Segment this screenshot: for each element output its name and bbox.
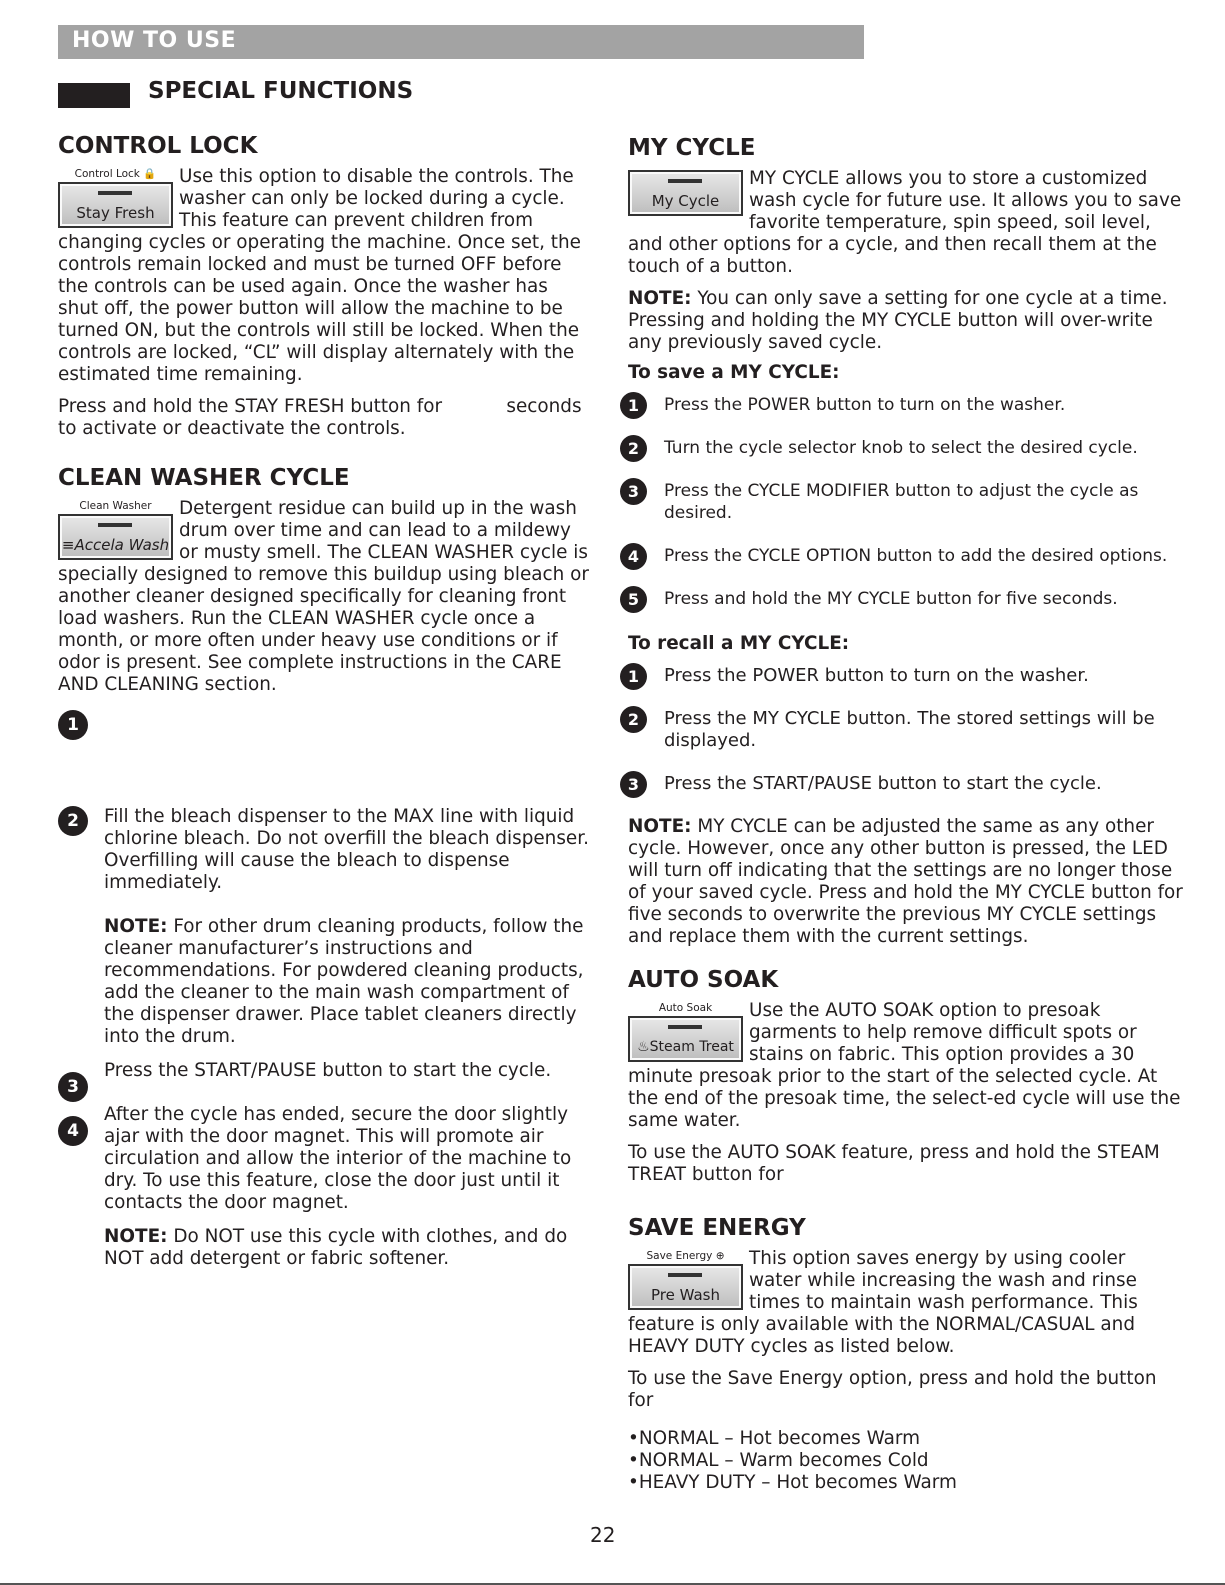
save-energy-para2: To use the Save Energy option, press and hold the button for <box>628 1368 1157 1411</box>
my-cycle-para1: MY CYCLE allows you to store a customized wash cycle for future use. It allows you to save favorite temperature, spin speed, soil level, and other options for a cycle, and then recall them at the touch of a button. <box>628 168 1182 277</box>
clean-washer-label: Clean Washer <box>79 500 152 512</box>
pre-wash-button-illustration <box>628 1248 743 1310</box>
clean-washer-title: CLEAN WASHER CYCLE <box>58 465 350 491</box>
step-number: 2 <box>58 806 88 836</box>
clean-step-1 <box>58 710 593 806</box>
pre-wash-text: Pre Wash <box>650 1286 720 1304</box>
auto-soak-para2: To use the AUTO SOAK feature, press and hold the STEAM TREAT button for <box>628 1142 1160 1185</box>
clean-step-2: 2 Fill the bleach dispenser to the MAX line with liquid chlorine bleach. Do not overfill the bleach dispenser. Overfilling will cause the bleach to dispense immediately. NOTE: For other drum cleaning products, follow the cleaner manufacturer’s instructions and recommendations. For powdered cleaning products, add the cleaner to the main wash compartment of the dispenser drawer. Place tablet cleaners directly into the drum. <box>58 806 593 1048</box>
recall-step: 1 Press the POWER button to turn on the washer. <box>628 665 1183 687</box>
control-lock-title: CONTROL LOCK <box>58 133 258 159</box>
step-number: 4 <box>58 1116 88 1146</box>
save-step: 4 Press the CYCLE OPTION button to add the desired options. <box>628 545 1183 567</box>
save-energy-list <box>628 1428 1183 1494</box>
my-cycle-note1: NOTE: You can only save a setting for one cycle at a time. Pressing and holding the MY CYCLE button will over-write any previously saved cycle. <box>628 288 1168 353</box>
control-lock-label: Control Lock 🔒 <box>74 168 157 180</box>
accela-wash-button-illustration <box>58 498 173 560</box>
save-my-cycle-heading: To save a MY CYCLE: <box>628 362 840 383</box>
stay-fresh-text: Stay Fresh <box>76 204 155 222</box>
recall-my-cycle-heading: To recall a MY CYCLE: <box>628 633 850 654</box>
auto-soak-para1: Use the AUTO SOAK option to presoak garments to help remove difficult spots or stains on fabric. This option provides a 30 minute presoak prior to the start of the selected cycle. At the end of the presoak time, the select-ed cycle will use the same water. <box>628 1000 1181 1131</box>
steam-icon: ♨ <box>637 1039 650 1055</box>
step-number: 3 <box>58 1072 88 1102</box>
accela-wash-text: ≡Accela Wash <box>61 536 170 554</box>
save-step: 1 Press the POWER button to turn on the washer. <box>628 394 1183 416</box>
steam-treat-text: ♨Steam Treat <box>637 1039 734 1055</box>
right-column <box>628 132 1183 1494</box>
my-cycle-text: My Cycle <box>651 192 720 210</box>
save-energy-title: SAVE ENERGY <box>628 1215 806 1241</box>
header-bar <box>58 25 864 59</box>
step-number: 1 <box>58 710 88 740</box>
page-number: 22 <box>590 1523 616 1547</box>
accela-wash-icon: ≡ <box>61 536 75 554</box>
save-step: 2 Turn the cycle selector knob to select the desired cycle. <box>628 437 1183 459</box>
list-item: •NORMAL – Hot becomes Warm <box>628 1428 921 1449</box>
lock-icon: 🔒 <box>143 168 157 180</box>
stay-fresh-button-illustration <box>58 166 173 228</box>
my-cycle-note2: NOTE: MY CYCLE can be adjusted the same as any other cycle. However, once any other button is pressed, the LED will turn off indicating that the settings are no longer those of your saved cycle. Press and hold the MY CYCLE button for five seconds to overwrite the previous MY CYCLE settings and replace them with the current settings. <box>628 816 1183 947</box>
recall-step: 3 Press the START/PAUSE button to start the cycle. <box>628 773 1183 795</box>
my-cycle-title: MY CYCLE <box>628 135 756 161</box>
recall-steps-list <box>628 665 1183 795</box>
save-step: 3 Press the CYCLE MODIFIER button to adjust the cycle as desired. <box>628 480 1183 524</box>
section-title: SPECIAL FUNCTIONS <box>148 78 414 104</box>
save-steps-list <box>628 394 1183 610</box>
list-item: •NORMAL – Warm becomes Cold <box>628 1450 929 1471</box>
steam-treat-button-illustration <box>628 1000 743 1062</box>
auto-soak-title: AUTO SOAK <box>628 967 779 993</box>
save-energy-label: Save Energy ⊕ <box>646 1250 725 1262</box>
section-marker <box>58 83 130 108</box>
header-title: HOW TO USE <box>72 28 237 53</box>
auto-soak-label: Auto Soak <box>658 1002 713 1014</box>
control-lock-para1: Use this option to disable the controls. The washer can only be locked during a cycle. This feature can prevent children from changing cycles or operating the machine. Once set, the controls remain locked and must be turned OFF before the controls can be used again. Once the washer has shut off, the power button will allow the machine to be turned ON, but the controls will still be locked. When the controls are locked, “CL” will display alternately with the estimated time remaining. <box>58 166 581 385</box>
plus-circle-icon: ⊕ <box>715 1250 725 1262</box>
control-lock-para2: Press and hold the STAY FRESH button for seconds to activate or deactivate the controls. <box>58 396 588 439</box>
clean-note1: NOTE: For other drum cleaning products, follow the cleaner manufacturer’s instructions and recommendations. For powdered cleaning products, add the cleaner to the main wash compartment of the dispenser drawer. Place tablet cleaners directly into the drum. <box>104 916 584 1047</box>
clean-washer-para1: Detergent residue can build up in the wash drum over time and can lead to a mildewy or musty smell. The CLEAN WASHER cycle is specially designed to remove this buildup using bleach or another cleaner designed specifically for cleaning front load washers. Run the CLEAN WASHER cycle once a month, or more often under heavy use conditions or if odor is present. See complete instructions in the CARE AND CLEANING section. <box>58 498 589 695</box>
left-column <box>58 130 593 1270</box>
clean-step-3: 3 Press the START/PAUSE button to start the cycle. <box>58 1060 593 1082</box>
list-item: •HEAVY DUTY – Hot becomes Warm <box>628 1472 957 1493</box>
my-cycle-button-illustration <box>628 170 743 216</box>
save-step: 5 Press and hold the MY CYCLE button for five seconds. <box>628 588 1183 610</box>
clean-note2: NOTE: Do NOT use this cycle with clothes, and do NOT add detergent or fabric softener. <box>104 1226 568 1269</box>
recall-step: 2 Press the MY CYCLE button. The stored settings will be displayed. <box>628 708 1183 752</box>
save-energy-para1: This option saves energy by using cooler water while increasing the wash and rinse times to maintain wash performance. This feature is only available with the NORMAL/CASUAL and HEAVY DUTY cycles as listed below. <box>628 1248 1138 1357</box>
clean-step-4: 4 After the cycle has ended, secure the door slightly ajar with the door magnet. This will promote air circulation and allow the interior of the machine to dry. To use this feature, close the door just until it contacts the door magnet. NOTE: Do NOT use this cycle with clothes, and do NOT add detergent or fabric softener. <box>58 1104 593 1270</box>
